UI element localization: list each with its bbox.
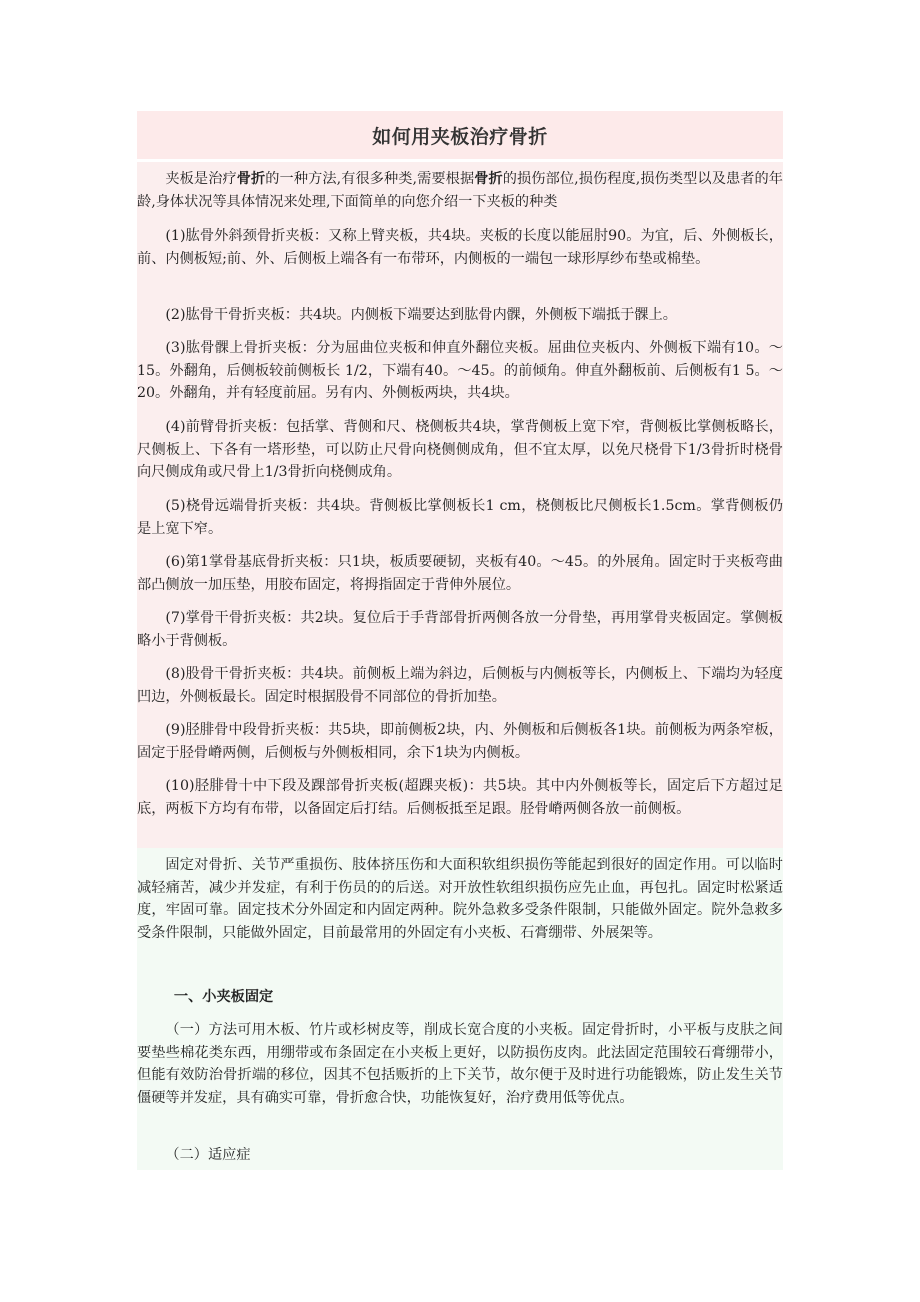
intro-text-3: 的损伤部位,损伤程度,损伤类型以及患者的年龄,身体状况等具体情况来处理,下面简单的向您介绍一下夹板的种类 [137, 171, 783, 210]
splint-item-1: (1)肱骨外斜颈骨折夹板：又称上臂夹板，共4块。夹板的长度以能屈肘90。为宜，后、外侧板长，前、内侧板短;前、外、后侧板上端各有一布带环，内侧板的一端包一球形厚纱布垫或棉垫。 [137, 228, 783, 267]
page-title: 如何用夹板治疗骨折 [372, 125, 548, 148]
splint-item-4: (4)前臂骨折夹板：包括掌、背侧和尺、桡侧板共4块，掌背侧板上宽下窄，背侧板比掌侧板略长，尺侧板上、下各有一塔形垫，可以防止尺骨向桡侧侧成角，但不宜太厚，以免尺桡骨下1/3骨折时桡骨向尺侧成角或尺骨上1/3骨折向桡侧成角。 [137, 419, 783, 480]
splint-item-3: (3)肱骨髁上骨折夹板：分为屈曲位夹板和伸直外翻位夹板。屈曲位夹板内、外侧板下端有10。～15。外翻角，后侧板较前侧板长 1/2，下端有40。～45。的前倾角。伸直外翻板前、后侧板有1 5。～20。外翻角，并有轻度前屈。另有内、外侧板两块，共4块。 [137, 340, 783, 401]
title-band [137, 111, 783, 159]
intro-bold-2: 骨折 [474, 171, 503, 187]
section-heading-small-splint: 一、小夹板固定 [173, 989, 274, 1005]
intro-bold-1: 骨折 [236, 171, 266, 187]
splint-item-6: (6)第1掌骨基底骨折夹板：只1块，板质要硬韧，夹板有40。～45。的外展角。固定时于夹板弯曲部凸侧放一加压垫，用胶布固定，将拇指固定于背伸外展位。 [137, 554, 783, 593]
indications-line: （二）适应症 [165, 1147, 251, 1163]
intro-text-2: 的一种方法,有很多种类,需要根据 [265, 171, 475, 187]
fixation-paragraph: 固定对骨折、关节严重损伤、肢体挤压伤和大面积软组织损伤等能起到很好的固定作用。可以临时减轻痛苦，减少并发症，有利于伤员的的后送。对开放性软组织损伤应先止血，再包扎。固定时松紧适度，牢固可靠。固定技术分外固定和内固定两种。院外急救多受条件限制，只能做外固定。院外急救多受条件限制，只能做外固定，目前最常用的外固定有小夹板、石膏绷带、外展架等。 [137, 857, 783, 941]
method-paragraph: （一）方法可用木板、竹片或杉树皮等，削成长宽合度的小夹板。固定骨折时，小平板与皮肤之间要垫些棉花类东西，用绷带或布条固定在小夹板上更好，以防损伤皮肉。此法固定范围较石膏绷带小，但能有效防治骨折端的移位，因其不包括贩折的上下关节，故尔便于及时进行功能锻炼，防止发生关节僵硬等并发症，具有确实可靠，骨折愈合快，功能恢复好，治疗费用低等优点。 [137, 1022, 783, 1106]
splint-item-8: (8)股骨干骨折夹板：共4块。前侧板上端为斜边，后侧板与内侧板等长，内侧板上、下端均为轻度凹边，外侧板最长。固定时根据股骨不同部位的骨折加垫。 [137, 666, 783, 705]
splint-item-9: (9)胫腓骨中段骨折夹板：共5块，即前侧板2块，内、外侧板和后侧板各1块。前侧板为两条窄板，固定于胫骨嵴两侧，后侧板与外侧板相同，余下1块为内侧板。 [137, 722, 783, 761]
intro-text-1: 夹板是治疗 [165, 171, 237, 187]
splint-item-10: (10)胫腓骨十中下段及踝部骨折夹板(超踝夹板)：共5块。其中内外侧板等长，固定后下方超过足底，两板下方均有布带，以备固定后打结。后侧板抵至足跟。胫骨嵴两侧各放一前侧板。 [137, 778, 783, 817]
splint-item-7: (7)掌骨干骨折夹板：共2块。复位后于手背部骨折两侧各放一分骨垫，再用掌骨夹板固定。掌侧板略小于背侧板。 [137, 610, 783, 649]
intro-paragraph [137, 168, 783, 213]
splint-item-2: (2)肱骨干骨折夹板：共4块。内侧板下端要达到肱骨内髁，外侧板下端抵于髁上。 [165, 307, 677, 323]
splint-item-5: (5)桡骨远端骨折夹板：共4块。背侧板比掌侧板长1 cm，桡侧板比尺侧板长1.5cm。掌背侧板仍是上宽下窄。 [137, 498, 783, 537]
